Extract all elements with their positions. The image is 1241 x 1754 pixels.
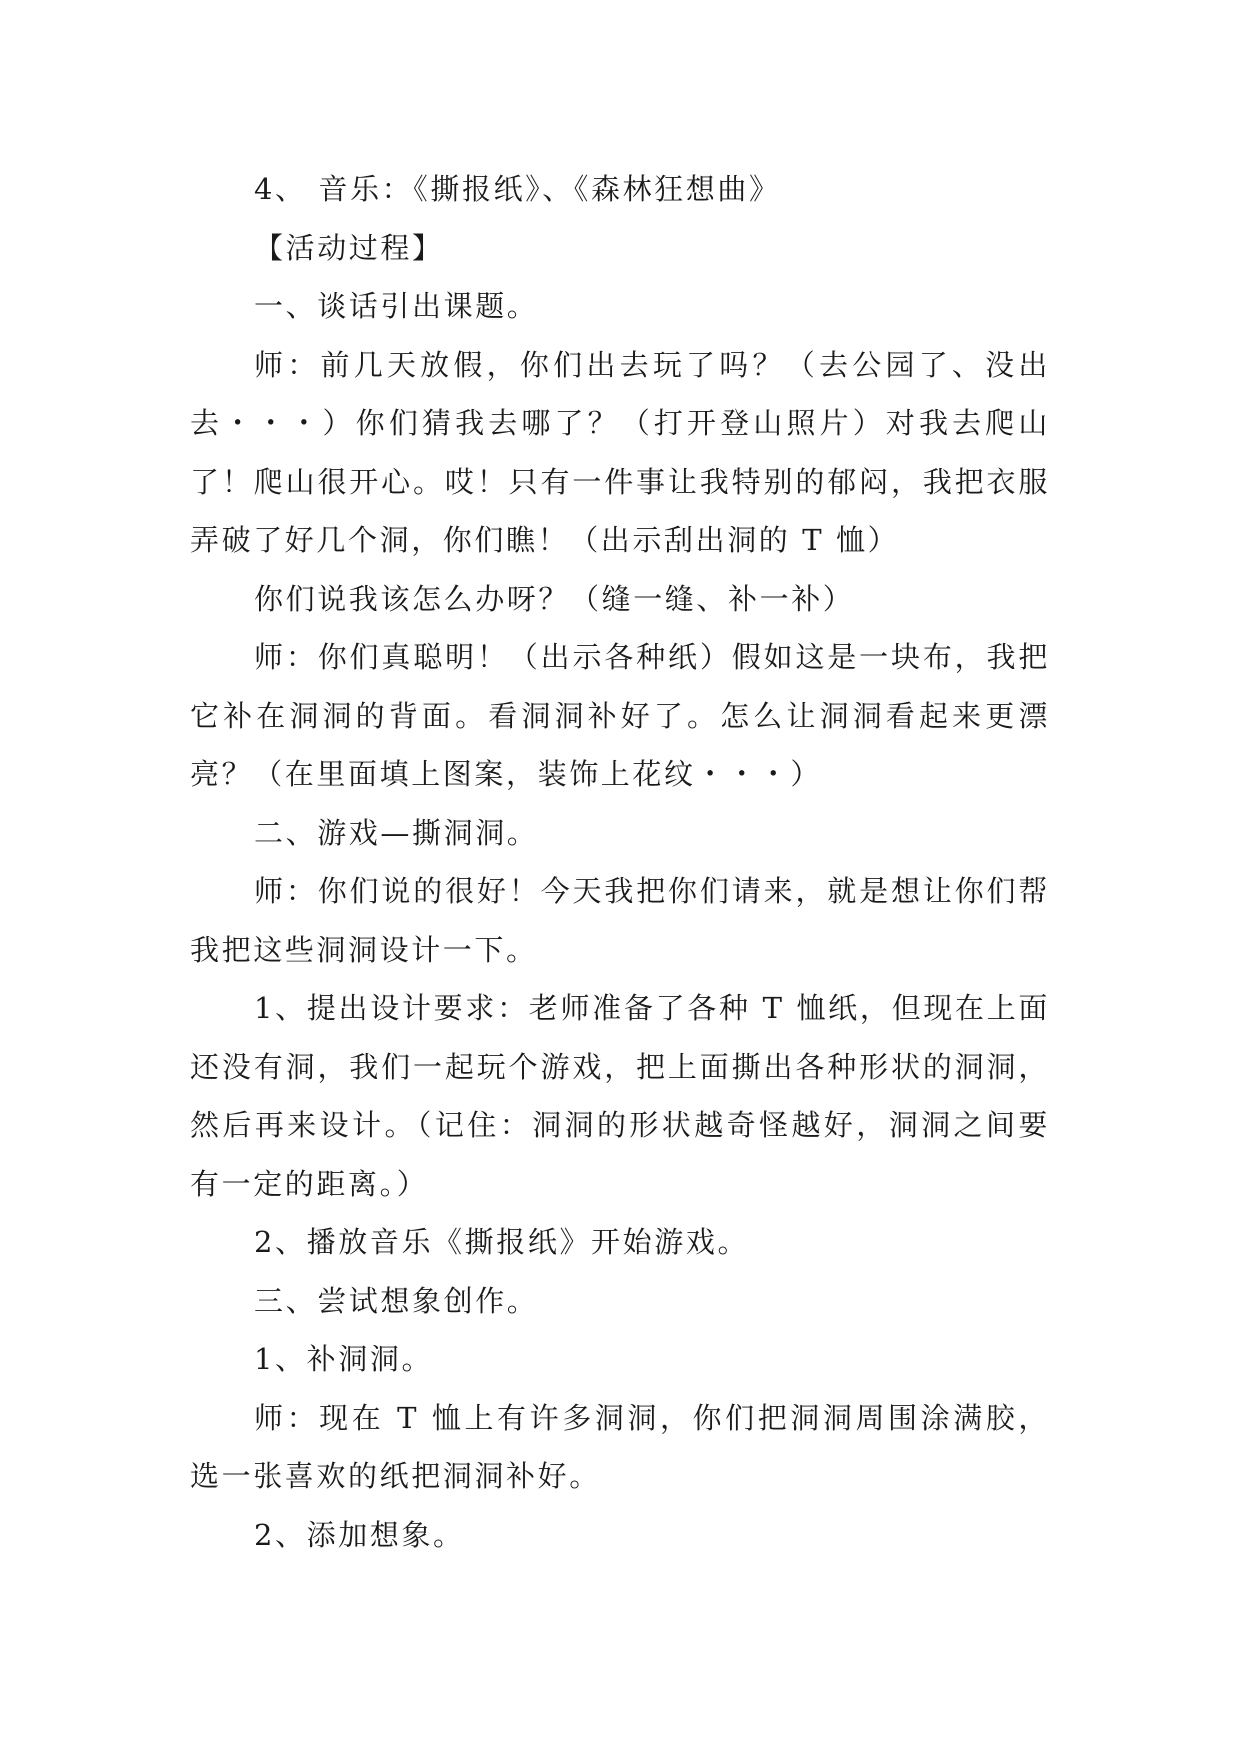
paragraph-design-requirements: 1、提出设计要求：老师准备了各种 T 恤纸，但现在上面还没有洞，我们一起玩个游戏，把上面撕出各种形状的洞洞，然后再来设计。（记住：洞洞的形状越奇怪越好，洞洞之间要有一定的距离。） — [190, 991, 1050, 1201]
paragraph-teacher-paper: 师：你们真聪明！（出示各种纸）假如这是一块布，我把它补在洞洞的背面。看洞洞补好了。怎么让洞洞看起来更漂亮？（在里面填上图案，装饰上花纹・・・） — [190, 640, 1050, 791]
paragraph-play-music: 2、播放音乐《撕报纸》开始游戏。 — [254, 1225, 750, 1259]
paragraph-question: 你们说我该怎么办呀？（缝一缝、补一补） — [254, 581, 855, 616]
paragraph-add-imagination: 2、添加想象。 — [254, 1517, 465, 1552]
document-body — [190, 160, 1050, 1564]
section-heading-1: 一、谈话引出课题。 — [254, 289, 539, 323]
paragraph-patch-holes: 1、补洞洞。 — [254, 1342, 434, 1376]
activity-process-heading: 【活动过程】 — [254, 230, 444, 265]
paragraph-teacher-glue: 师：现在 T 恤上有许多洞洞，你们把洞洞周围涂满胶，选一张喜欢的纸把洞洞补好。 — [190, 1400, 1050, 1493]
section-heading-3: 三、尝试想象创作。 — [254, 1283, 539, 1318]
section-heading-2: 二、游戏—撕洞洞。 — [254, 815, 539, 850]
paragraph-teacher-intro: 师：前几天放假，你们出去玩了吗？（去公园了、没出去・・・）你们猜我去哪了？（打开登山照片）对我去爬山了！爬山很开心。哎！只有一件事让我特别的郁闷，我把衣服弄破了好几个洞，你们瞧！（出示刮出洞的 T 恤） — [190, 347, 1050, 557]
paragraph-teacher-design: 师：你们说的很好！今天我把你们请来，就是想让你们帮我把这些洞洞设计一下。 — [190, 874, 1050, 967]
materials-music-line: 4、 音乐：《撕报纸》、《森林狂想曲》 — [254, 172, 781, 206]
